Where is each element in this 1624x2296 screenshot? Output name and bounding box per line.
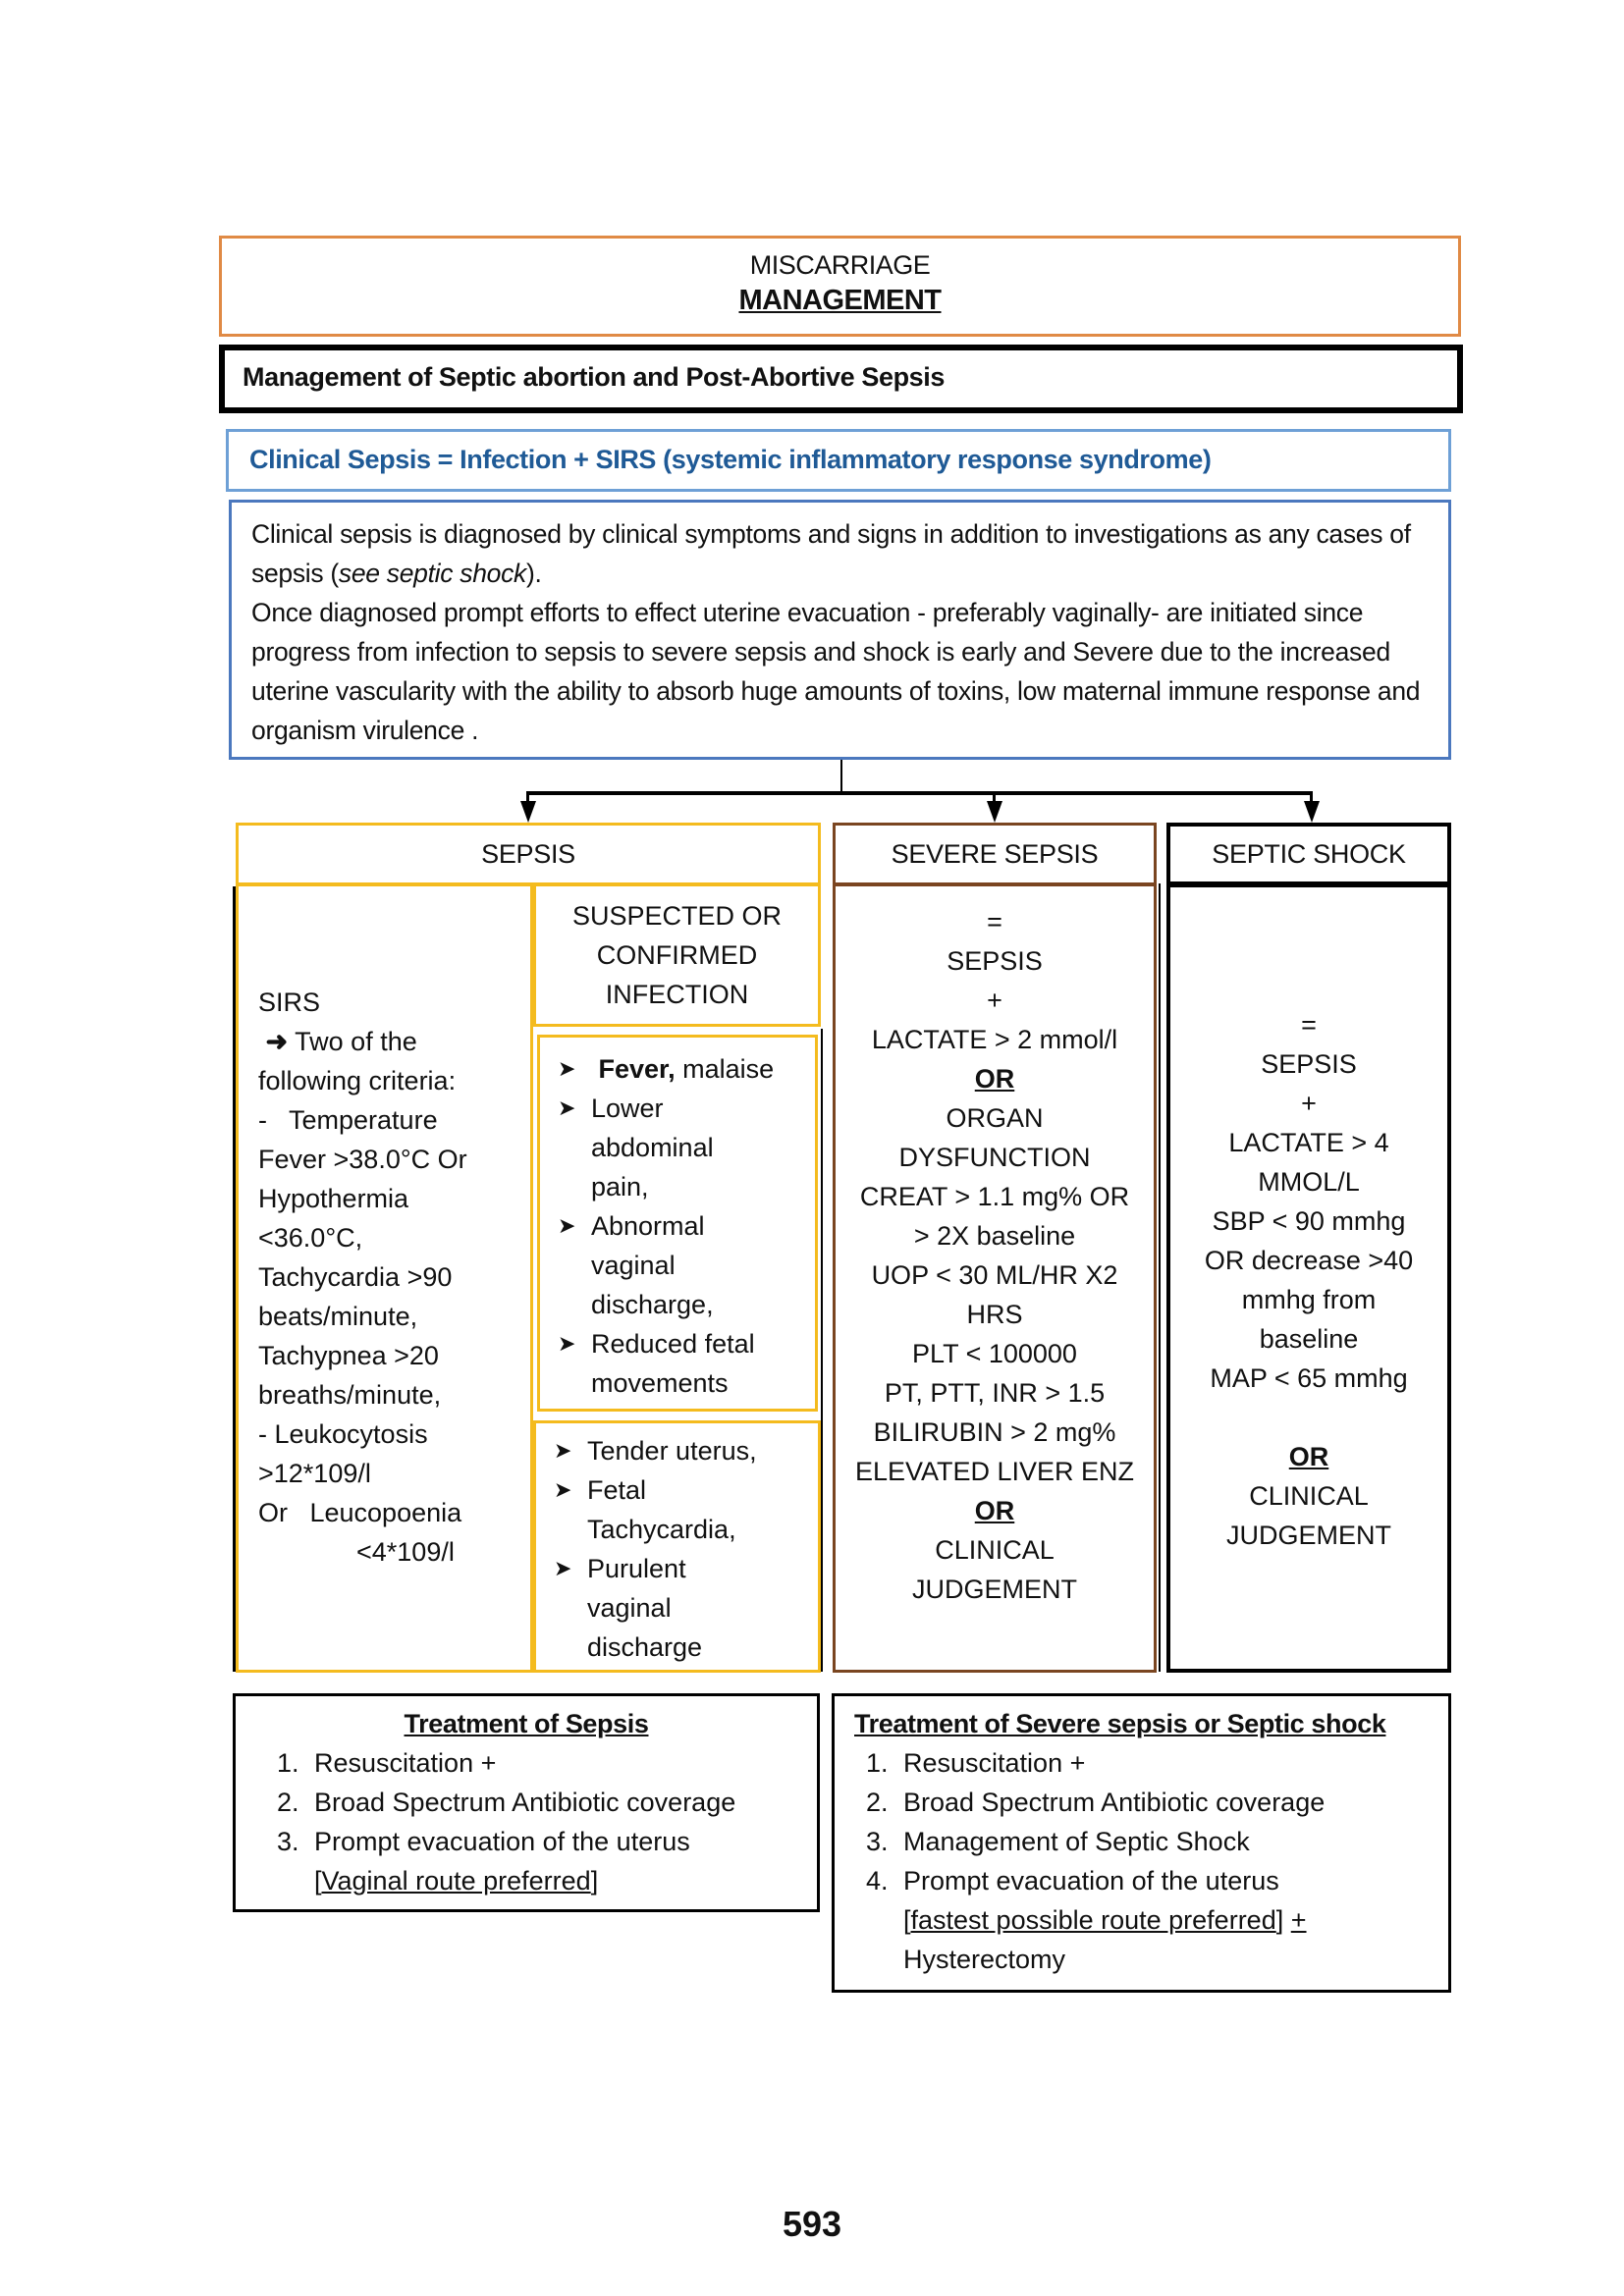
bracket: [ — [314, 1866, 322, 1896]
bracket: ] — [590, 1866, 599, 1896]
arrow-down-icon — [987, 801, 1002, 823]
sirs-arrow-text: Two of the following criteria: — [258, 1027, 457, 1095]
criteria-line: JUDGEMENT — [1226, 1521, 1391, 1550]
septic-shock-criteria-box — [1166, 883, 1451, 1673]
divider — [821, 1029, 823, 1672]
right-arrow-icon: ➜ — [265, 1027, 289, 1056]
criteria-line: DYSFUNCTION — [898, 1143, 1091, 1172]
item-text: Abnormal vaginal discharge, — [591, 1211, 714, 1319]
intro-text-1: Clinical sepsis is diagnosed by clinical symptoms and signs in addition to investigations as any cases of sepsis ( — [251, 519, 1411, 588]
criteria-line: baseline — [1259, 1324, 1359, 1354]
criteria-line: = — [1301, 1010, 1317, 1040]
criteria-line: SEPSIS — [1261, 1049, 1357, 1079]
criteria-line: = — [987, 907, 1002, 936]
subsection-title: MANAGEMENT — [738, 285, 942, 316]
treatment-title: Treatment of Severe sepsis or Septic shock — [854, 1709, 1386, 1738]
treatment-item: 1. Resuscitation + — [895, 1743, 1438, 1783]
criteria-line: JUDGEMENT — [912, 1575, 1077, 1604]
treatment-item — [895, 1861, 1438, 1979]
sirs-line: - Leukocytosis — [258, 1419, 428, 1449]
list-item — [558, 1089, 809, 1206]
intro-text-2: Once diagnosed prompt efforts to effect uterine evacuation - preferably vaginally- are initiated since progress from infection to sepsis to severe sepsis and shock is early and Severe due to the increased uterine vascularity with the ability to absorb huge amounts of toxins, low maternal immune response and organism virulence . — [251, 598, 1421, 745]
item-text: Reduced fetal movements — [591, 1329, 755, 1398]
criteria-line: MAP < 65 mmhg — [1210, 1363, 1408, 1393]
criteria-line: ORGAN — [946, 1103, 1044, 1133]
bullet-arrow-icon: ➤ — [558, 1095, 576, 1120]
bullet-arrow-icon: ➤ — [554, 1556, 572, 1580]
item-text: Lower abdominal pain, — [591, 1094, 714, 1201]
section-title-box — [219, 236, 1461, 337]
sirs-criteria-box — [236, 883, 533, 1673]
page-heading: Management of Septic abortion and Post-Abortive Sepsis — [219, 345, 1463, 413]
list-item — [558, 1324, 809, 1403]
sirs-line: Tachycardia >90 — [258, 1262, 453, 1292]
sirs-line: Fever >38.0°C Or — [258, 1145, 467, 1174]
treatment-list — [854, 1743, 1438, 1979]
sirs-arrow-line — [258, 1022, 520, 1100]
sirs-line: >12*109/l — [258, 1459, 371, 1488]
item-bold: Fever, — [598, 1054, 676, 1084]
criteria-line: + — [1301, 1089, 1317, 1118]
septic-shock-header: SEPTIC SHOCK — [1166, 823, 1451, 885]
treatment-item — [306, 1822, 807, 1900]
plus-sign: + — [1290, 1905, 1307, 1935]
bullet-arrow-icon: ➤ — [554, 1477, 572, 1502]
criteria-line: CLINICAL — [1249, 1481, 1369, 1511]
treatment-list — [265, 1743, 807, 1900]
intro-italic: see septic shock — [338, 559, 527, 588]
sirs-line: Hypothermia — [258, 1184, 409, 1213]
sirs-line: - Temperature — [258, 1105, 438, 1135]
or-label: OR — [1288, 1442, 1329, 1471]
list-item — [554, 1549, 812, 1667]
treatment-item-text: Prompt evacuation of the uterus — [314, 1827, 690, 1856]
bullet-arrow-icon: ➤ — [558, 1331, 576, 1356]
divider — [1159, 883, 1161, 1672]
item-text: Purulent vaginal discharge — [587, 1554, 703, 1662]
criteria-line: PLT < 100000 — [912, 1339, 1077, 1368]
bullet-arrow-icon: ➤ — [558, 1213, 576, 1238]
connector-bar — [526, 791, 1313, 795]
sirs-line: <36.0°C, — [258, 1223, 363, 1253]
sirs-line: <4*109/l — [356, 1537, 455, 1567]
criteria-line: SBP < 90 mmhg — [1212, 1206, 1406, 1236]
infection-symptoms-box — [537, 1035, 818, 1412]
criteria-line: PT, PTT, INR > 1.5 — [884, 1378, 1106, 1408]
bracket: [ — [903, 1905, 911, 1935]
criteria-line: SEPSIS — [947, 946, 1043, 976]
section-title: MISCARRIAGE — [749, 250, 931, 280]
list-item — [558, 1206, 809, 1324]
treatment-note: fastest possible route preferred — [910, 1905, 1276, 1935]
criteria-line: UOP < 30 ML/HR X2 — [871, 1260, 1118, 1290]
sirs-line: beats/minute, — [258, 1302, 418, 1331]
infection-signs-box — [533, 1420, 821, 1673]
sirs-line: Or Leucopoenia — [258, 1498, 462, 1527]
criteria-line: HRS — [966, 1300, 1023, 1329]
treatment-title: Treatment of Sepsis — [404, 1709, 649, 1738]
sirs-label: SIRS — [258, 988, 321, 1017]
criteria-line: OR decrease >40 — [1204, 1246, 1414, 1275]
arrow-down-icon — [520, 801, 536, 823]
bullet-arrow-icon: ➤ — [558, 1056, 576, 1081]
or-label: OR — [974, 1496, 1015, 1525]
criteria-line: + — [987, 986, 1002, 1015]
criteria-line: MMOL/L — [1258, 1167, 1360, 1197]
sirs-line: breaths/minute, — [258, 1380, 442, 1410]
page-number: 593 — [782, 2204, 842, 2244]
criteria-line: LACTATE > 2 mmol/l — [871, 1025, 1118, 1054]
treatment-item: 3. Management of Septic Shock — [895, 1822, 1438, 1861]
sirs-line: Tachypnea >20 — [258, 1341, 439, 1370]
criteria-line: LACTATE > 4 — [1228, 1128, 1389, 1157]
treatment-item-text: Hysterectomy — [903, 1945, 1066, 1974]
criteria-line: > 2X baseline — [913, 1221, 1076, 1251]
infection-header: SUSPECTED OR CONFIRMED INFECTION — [533, 883, 821, 1027]
treatment-item: 1. Resuscitation + — [306, 1743, 807, 1783]
severe-sepsis-criteria-box — [833, 883, 1157, 1673]
treatment-item-text: Prompt evacuation of the uterus — [903, 1866, 1279, 1896]
item-text: malaise — [675, 1054, 775, 1084]
intro-paragraph — [229, 500, 1451, 760]
treatment-item: 2. Broad Spectrum Antibiotic coverage — [306, 1783, 807, 1822]
spacer — [1170, 1398, 1447, 1437]
list-item — [558, 1049, 809, 1089]
list-item — [554, 1470, 812, 1549]
treatment-note: Vaginal route preferred — [321, 1866, 591, 1896]
criteria-line: CLINICAL — [935, 1535, 1055, 1565]
list-item — [554, 1431, 812, 1470]
intro-text-1b: ). — [526, 559, 542, 588]
or-label: OR — [974, 1064, 1015, 1094]
criteria-line: ELEVATED LIVER ENZ — [854, 1457, 1135, 1486]
item-text: Fetal Tachycardia, — [587, 1475, 736, 1544]
connector-stem — [840, 760, 842, 794]
criteria-line: mmhg from — [1241, 1285, 1377, 1314]
arrow-down-icon — [1304, 801, 1320, 823]
criteria-line: CREAT > 1.1 mg% OR — [859, 1182, 1130, 1211]
item-text: Tender uterus, — [587, 1436, 757, 1466]
definition-title: Clinical Sepsis = Infection + SIRS (systemic inflammatory response syndrome) — [226, 429, 1451, 492]
criteria-line: BILIRUBIN > 2 mg% — [873, 1417, 1116, 1447]
bracket: ] — [1275, 1905, 1284, 1935]
severe-sepsis-header: SEVERE SEPSIS — [833, 823, 1157, 885]
sepsis-header: SEPSIS — [236, 823, 821, 885]
bullet-arrow-icon: ➤ — [554, 1438, 572, 1463]
treatment-item: 2. Broad Spectrum Antibiotic coverage — [895, 1783, 1438, 1822]
treatment-sepsis-box — [233, 1693, 820, 1912]
treatment-severe-box — [832, 1693, 1451, 1993]
